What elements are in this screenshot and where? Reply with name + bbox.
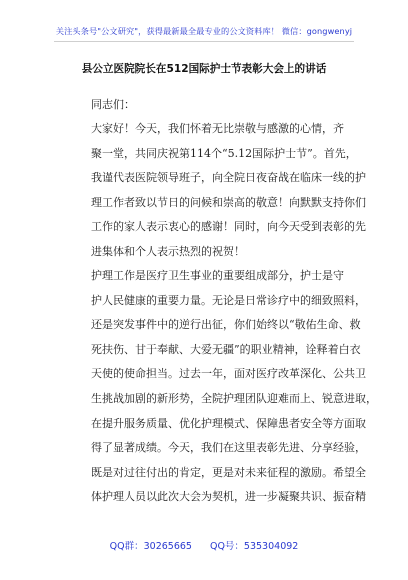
paragraph-2 xyxy=(91,264,377,510)
paragraph-line: 大家好！今天，我们怀着无比崇敬与感激的心情，齐 xyxy=(91,122,344,135)
footer-qq: QQ号：535304092 xyxy=(209,541,299,552)
paragraph-line: 聚一堂，共同庆祝第114个“5.12国际护士节”。首先， xyxy=(91,146,357,160)
footer-contact xyxy=(0,538,408,552)
paragraph-line: 护人民健康的重要力量。无论是日常诊疗中的细致照料， xyxy=(91,293,366,307)
footer-qq-group: QQ群：30265665 xyxy=(109,541,192,552)
header-divider xyxy=(54,41,354,42)
paragraph-line: 护理工作是医疗卫生事业的重要组成部分，护士是守 xyxy=(91,269,344,282)
paragraph-line: 我谨代表医院领导班子，向全院日夜奋战在临床一线的护 xyxy=(91,171,366,185)
paragraph-line: 进集体和个人表示热烈的祝贺！ xyxy=(91,244,245,258)
paragraph-1 xyxy=(91,117,366,265)
paragraph-line: 天使的使命担当。过去一年，面对医疗改革深化、公共卫 xyxy=(91,367,366,381)
paragraph-line: 体护理人员以此次大会为契机，进一步凝聚共识、振奋精 xyxy=(91,490,366,504)
header-note: 关注头条号"公文研究"，获得最新最全最专业的公文资料库！ 微信：gongwenyj xyxy=(55,26,353,36)
document-title: 县公立医院院长在512国际护士节表彰大会上的讲话 xyxy=(81,63,327,75)
paragraph-line: 死扶伤、甘于奉献、大爱无疆”的职业精神，诠释着白衣 xyxy=(91,342,361,356)
paragraph-line: 工作的家人表示衷心的感谢！同时，向今天受到表彰的先 xyxy=(91,220,366,234)
paragraph-line: 在提升服务质量、优化护理模式、保障患者安全等方面取 xyxy=(91,416,366,430)
paragraph-line: 生挑战加剧的新形势，全院护理团队迎难而上、锐意进取， xyxy=(91,391,377,405)
paragraph-line: 既是对过往付出的肯定，更是对未来征程的激励。希望全 xyxy=(91,465,366,479)
paragraph-line: 得了显著成绩。今天，我们在这里表彰先进、分享经验， xyxy=(91,441,366,455)
paragraph-line: 理工作者致以节日的问候和崇高的敬意！向默默支持你们 xyxy=(91,195,366,209)
paragraph-line: 还是突发事件中的逆行出征，你们始终以“敬佑生命、救 xyxy=(91,318,361,332)
salutation: 同志们： xyxy=(91,98,135,111)
